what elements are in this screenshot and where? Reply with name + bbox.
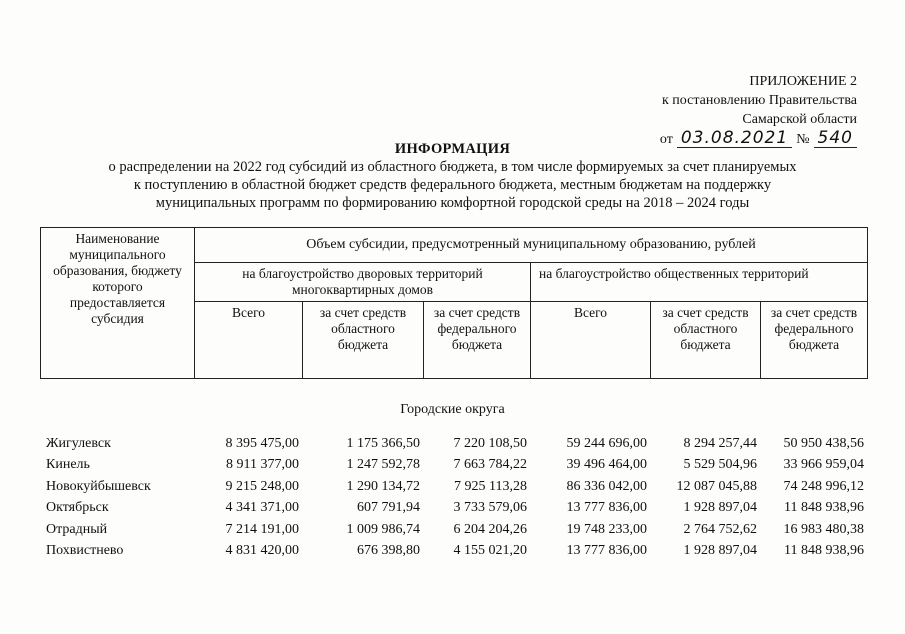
municipality-name: Похвистнево <box>46 543 124 559</box>
public-regional-cell: 2 764 752,62 <box>683 521 757 537</box>
public-regional-cell: 12 087 045,88 <box>676 478 757 494</box>
public-federal-cell: 50 950 438,56 <box>783 435 864 451</box>
header-public-total: Всего <box>531 302 651 379</box>
header-yards-regional: за счет средств областного бюджета <box>303 302 424 379</box>
handwritten-date: 03.08.2021 <box>677 129 792 148</box>
document-title <box>0 140 905 212</box>
public-regional-cell: 8 294 257,44 <box>683 435 757 451</box>
yards-total-cell: 8 395 475,00 <box>225 435 299 451</box>
public-federal-cell: 16 983 480,38 <box>783 521 864 537</box>
handwritten-number: 540 <box>814 129 857 148</box>
title-heading: ИНФОРМАЦИЯ <box>394 141 511 157</box>
public-federal-cell: 74 248 996,12 <box>783 478 864 494</box>
header-volume: Объем субсидии, предусмотренный муниципальному образованию, рублей <box>195 228 868 263</box>
yards-federal-cell: 4 155 021,20 <box>453 543 527 559</box>
table-row <box>40 519 867 541</box>
table-row <box>40 455 867 477</box>
yards-federal-cell: 7 220 108,50 <box>453 435 527 451</box>
municipality-name: Новокуйбышевск <box>46 478 151 494</box>
municipality-name: Октябрьск <box>46 500 109 516</box>
appendix-block <box>660 72 857 149</box>
header-group-public: на благоустройство общественных территорий <box>531 263 868 302</box>
yards-total-cell: 7 214 191,00 <box>225 521 299 537</box>
yards-federal-cell: 7 925 113,28 <box>454 478 527 494</box>
yards-total-cell: 4 341 371,00 <box>225 500 299 516</box>
appendix-resolution: к постановлению Правительства <box>661 93 857 108</box>
yards-federal-cell: 6 204 204,26 <box>453 521 527 537</box>
municipality-name: Кинель <box>46 457 90 473</box>
table-row <box>40 433 867 455</box>
public-total-cell: 19 748 233,00 <box>566 521 647 537</box>
yards-total-cell: 4 831 420,00 <box>225 543 299 559</box>
municipality-name: Отрадный <box>46 521 108 537</box>
header-municipality: Наименование муниципального образования, бюджету которого предоставляется субсидия <box>41 228 195 379</box>
data-table <box>40 433 867 562</box>
header-yards-federal: за счет средств федерального бюджета <box>424 302 531 379</box>
header-public-federal: за счет средств федерального бюджета <box>761 302 868 379</box>
public-total-cell: 13 777 836,00 <box>566 500 647 516</box>
yards-regional-cell: 1 247 592,78 <box>346 457 420 473</box>
table-row <box>40 498 867 520</box>
number-label: № <box>796 132 810 147</box>
public-total-cell: 13 777 836,00 <box>566 543 647 559</box>
public-federal-cell: 11 848 938,96 <box>784 543 864 559</box>
public-regional-cell: 1 928 897,04 <box>683 500 757 516</box>
table-row <box>40 476 867 498</box>
title-line-2: к поступлению в областной бюджет средств федерального бюджета, местным бюджетам на поддержку <box>133 177 772 193</box>
public-federal-cell: 33 966 959,04 <box>783 457 864 473</box>
yards-regional-cell: 676 398,80 <box>357 543 420 559</box>
public-total-cell: 86 336 042,00 <box>566 478 647 494</box>
public-total-cell: 59 244 696,00 <box>566 435 647 451</box>
municipality-name: Жигулевск <box>46 435 111 451</box>
yards-federal-cell: 3 733 579,06 <box>453 500 527 516</box>
header-yards-total: Всего <box>195 302 303 379</box>
header-group-yards: на благоустройство дворовых территорий многоквартирных домов <box>195 263 531 302</box>
header-public-regional: за счет средств областного бюджета <box>651 302 761 379</box>
table-row <box>40 541 867 563</box>
header-table <box>40 227 868 379</box>
public-regional-cell: 1 928 897,04 <box>683 543 757 559</box>
yards-regional-cell: 607 791,94 <box>357 500 420 516</box>
appendix-region: Самарской области <box>742 112 857 127</box>
yards-regional-cell: 1 009 986,74 <box>346 521 420 537</box>
section-heading: Городские округа <box>400 402 505 417</box>
yards-regional-cell: 1 290 134,72 <box>346 478 420 494</box>
public-regional-cell: 5 529 504,96 <box>683 457 757 473</box>
title-line-1: о распределении на 2022 год субсидий из областного бюджета, в том числе формируемых за счет планируемых <box>108 159 797 175</box>
public-federal-cell: 11 848 938,96 <box>784 500 864 516</box>
yards-federal-cell: 7 663 784,22 <box>453 457 527 473</box>
appendix-title: ПРИЛОЖЕНИЕ 2 <box>749 74 857 89</box>
yards-regional-cell: 1 175 366,50 <box>346 435 420 451</box>
yards-total-cell: 8 911 377,00 <box>226 457 299 473</box>
yards-total-cell: 9 215 248,00 <box>225 478 299 494</box>
title-line-3: муниципальных программ по формированию комфортной городской среды на 2018 – 2024 годы <box>155 195 750 211</box>
from-label: от <box>659 132 673 147</box>
public-total-cell: 39 496 464,00 <box>566 457 647 473</box>
